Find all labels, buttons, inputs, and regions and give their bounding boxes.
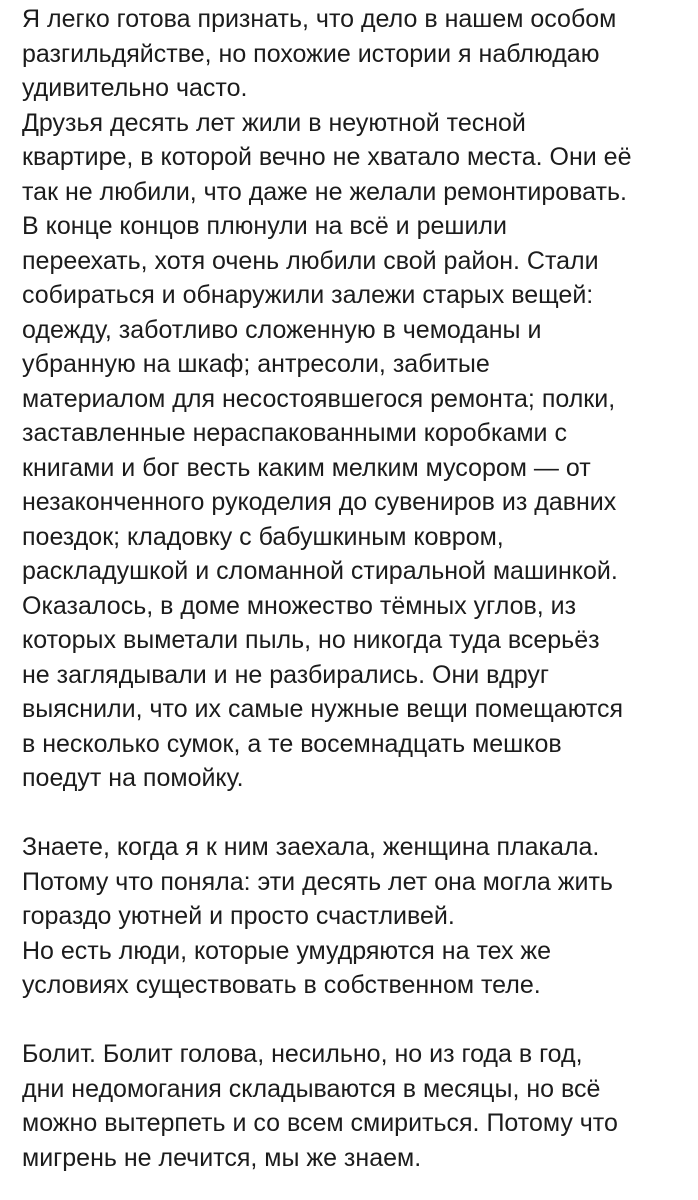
text-line: Оказалось, в доме множество тёмных углов, из xyxy=(22,591,577,620)
text-line: раскладушкой и сломанной стиральной машинкой. xyxy=(22,557,618,585)
text-line: Но есть люди, которые умудряются на тех же xyxy=(22,936,552,965)
text-line: поездок; кладовку с бабушкиным ковром, xyxy=(22,522,504,551)
paragraph-intro xyxy=(22,0,690,106)
text-line: гораздо уютней и просто счастливей. xyxy=(22,902,455,930)
text-line: материалом для несостоявшегося ремонта; полки, xyxy=(22,384,616,413)
text-line: поедут на помойку. xyxy=(22,764,244,792)
text-line: Потому что поняла: эти десять лет она могла жить xyxy=(22,867,613,896)
paragraph-migraine xyxy=(22,1037,690,1175)
text-line: собираться и обнаружили залежи старых вещей: xyxy=(22,281,594,309)
text-line: переехать, хотя очень любили свой район. Стали xyxy=(22,246,599,275)
text-line: условиях существовать в собственном теле. xyxy=(22,971,541,999)
paragraph-spacer xyxy=(22,1003,690,1038)
text-line: Я легко готова признать, что дело в нашем особом xyxy=(22,5,617,33)
text-line: Болит. Болит голова, несильно, но из года в год, xyxy=(22,1040,583,1068)
text-line: в несколько сумок, а те восемнадцать мешков xyxy=(22,729,562,758)
text-line: квартире, в которой вечно не хватало места. Они её xyxy=(22,143,632,171)
paragraph-spacer xyxy=(22,796,690,831)
text-line: удивительно часто. xyxy=(22,74,248,102)
text-line: мигрень не лечится, мы же знаем. xyxy=(22,1143,422,1172)
text-line: не заглядывали и не разбирались. Они вдруг xyxy=(22,660,550,689)
text-line: В конце концов плюнули на всё и решили xyxy=(22,212,507,240)
text-line: которых выметали пыль, но никогда туда всерьёз xyxy=(22,626,600,654)
text-line: незаконченного рукоделия до сувениров из давних xyxy=(22,488,617,516)
text-line: разгильдяйстве, но похожие истории я наблюдаю xyxy=(22,39,600,68)
text-line: можно вытерпеть и со всем смириться. Потому что xyxy=(22,1109,618,1137)
text-line: дни недомогания складываются в месяцы, но всё xyxy=(22,1074,601,1103)
text-line: Знаете, когда я к ним заехала, женщина плакала. xyxy=(22,833,600,861)
text-line: выяснили, что их самые нужные вещи помещаются xyxy=(22,695,624,723)
text-line: убранную на шкаф; антресоли, забитые xyxy=(22,350,490,378)
text-line: одежду, заботливо сложенную в чемоданы и xyxy=(22,315,542,344)
paragraph-friends-story xyxy=(22,106,690,796)
text-line: Друзья десять лет жили в неуютной тесной xyxy=(22,108,526,137)
text-line: книгами и бог весть каким мелким мусором — от xyxy=(22,453,591,482)
article-text xyxy=(22,0,690,1175)
text-line: заставленные нераспакованными коробками с xyxy=(22,419,567,447)
paragraph-crying xyxy=(22,830,690,1003)
text-line: так не любили, что даже не желали ремонтировать. xyxy=(22,177,627,206)
